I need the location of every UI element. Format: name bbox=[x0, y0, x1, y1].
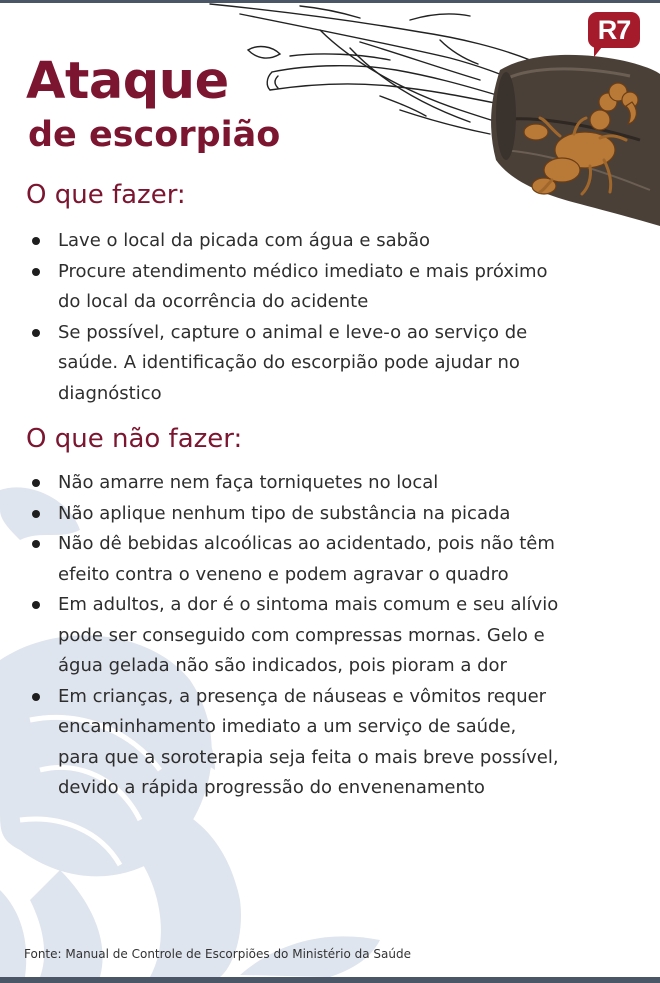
bullet-icon bbox=[32, 510, 40, 518]
section-heading-what-to-do: O que fazer: bbox=[26, 180, 186, 210]
list-item bbox=[0, 468, 560, 499]
list-item-text: Se possível, capture o animal e leve-o ao serviço de saúde. A identificação do escorpião pode ajudar no diagnóstico bbox=[58, 321, 528, 404]
page-subtitle: de escorpião bbox=[28, 115, 281, 155]
bullet-icon bbox=[32, 693, 40, 701]
list-item bbox=[0, 529, 560, 590]
bullet-icon bbox=[32, 268, 40, 276]
list-item-text: Em crianças, a presença de náuseas e vômitos requer encaminhamento imediato a um serviço de saúde, para que a soroterapia seja feita o mais breve possível, devido a rápida progressão do envenenamento bbox=[58, 685, 559, 798]
list-item-text: Não dê bebidas alcoólicas ao acidentado, pois não têm efeito contra o veneno e podem agravar o quadro bbox=[58, 533, 555, 585]
bullet-icon bbox=[32, 479, 40, 487]
r7-logo: R7 bbox=[588, 12, 640, 48]
list-item bbox=[0, 590, 560, 682]
list-item-text: Lave o local da picada com água e sabão bbox=[58, 230, 431, 251]
list-item bbox=[0, 226, 560, 257]
bullet-icon bbox=[32, 540, 40, 548]
list-item bbox=[0, 499, 560, 530]
page-title: Ataque bbox=[26, 52, 229, 111]
bullet-icon bbox=[32, 601, 40, 609]
bullet-icon bbox=[32, 237, 40, 245]
list-item bbox=[0, 682, 560, 804]
list-item-text: Não amarre nem faça torniquetes no local bbox=[58, 472, 439, 493]
bullet-icon bbox=[32, 329, 40, 337]
section-heading-what-not-to-do: O que não fazer: bbox=[26, 424, 243, 454]
source-citation: Fonte: Manual de Controle de Escorpiões do Ministério da Saúde bbox=[24, 947, 411, 961]
list-item-text: Em adultos, a dor é o sintoma mais comum e seu alívio pode ser conseguido com compressas mornas. Gelo e água gelada não são indicados, pois pioram a dor bbox=[58, 594, 559, 676]
list-item-text: Não aplique nenhum tipo de substância na picada bbox=[58, 502, 511, 524]
list-item-text: Procure atendimento médico imediato e mais próximo do local da ocorrência do acidente bbox=[58, 260, 548, 312]
bottom-border bbox=[0, 977, 660, 983]
list-item bbox=[0, 318, 560, 410]
what-not-to-do-list bbox=[0, 468, 560, 804]
list-item bbox=[0, 257, 560, 318]
what-to-do-list bbox=[0, 226, 560, 409]
